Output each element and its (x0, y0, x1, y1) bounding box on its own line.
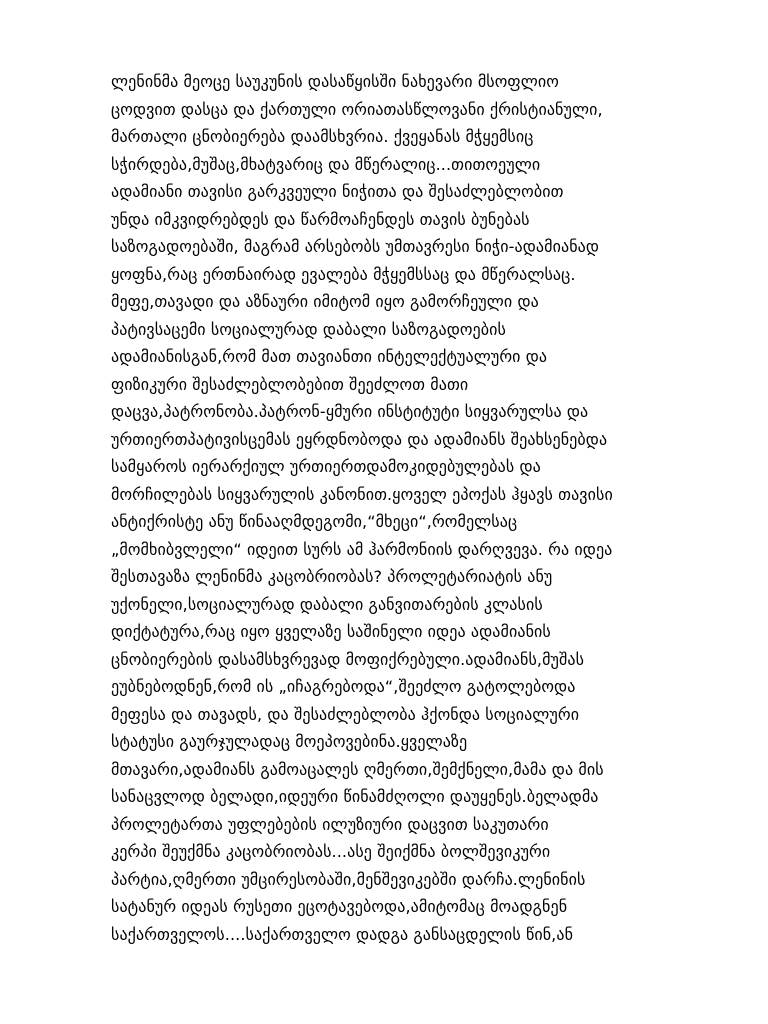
text-line: სანაცვლოდ ბელადი,იდეური წინამძღოლი დაუყენეს.ბელადმა (111, 787, 599, 806)
text-line: მეფესა და თავადს, და შესაძლებლობა ჰქონდა სოციალური (111, 704, 580, 724)
text-line: ყოფნა,რაც ერთნაირად ევალება მჭყემსსაც და მწერალსაც. (111, 264, 576, 284)
text-line: მორჩილებას სიყვარულის კანონით.ყოველ ეპოქას ჰყავს თავისი (111, 484, 613, 504)
text-line: სტატუსი გაურჯულადაც მოეპოვებინა.ყველაზე (111, 732, 468, 751)
text-line: ურთიერთპატივისცემას ეყრდნობოდა და ადამიანს შეახსენებდა (111, 429, 608, 449)
text-line: ადამიანი თავისი გარკვეული ნიჭითა და შესაძლებლობით (111, 182, 564, 201)
text-line: პატივსაცემი სოციალურად დაბალი საზოგადოების (111, 319, 507, 339)
text-line: შესთავაზა ლენინმა კაცობრიობას? პროლეტარიატის ანუ (111, 567, 553, 586)
text-line: საქართველოს....საქართველო დადგა განსაცდელის წინ,ან (111, 924, 574, 944)
text-line: ცნობიერების დასამსხვრევად მოფიქრებული.ადამიანს,მუშას (111, 649, 585, 669)
text-line: სამყაროს იერარქიულ ურთიერთდამოკიდებულებას და (111, 457, 541, 476)
body-text (111, 68, 751, 948)
text-line: პროლეტართა უფლებების ილუზიური დაცვით საკუთარი (111, 814, 549, 834)
text-line: ლენინმა მეოცე საუკუნის დასაწყისში ნახევარი მსოფლიო (111, 72, 559, 91)
text-line: მეფე,თავადი და აზნაური იმიტომ იყო გამორჩეული და (111, 292, 539, 311)
text-line: კერპი შეუქმნა კაცობრიობას...ასე შეიქმნა ბოლშევიკური (111, 842, 551, 861)
text-line: საზოგადოებაში, მაგრამ არსებობს უმთავრესი ნიჭი-ადამიანად (111, 237, 600, 256)
text-line: ეუბნებოდნენ,რომ ის „იჩაგრებოდა“,შეეძლო გატოლებოდა (111, 677, 576, 696)
text-line: დიქტატურა,რაც იყო ყველაზე საშინელი იდეა ადამიანის (111, 622, 551, 641)
text-line: დაცვა,პატრონობა.პატრონ-ყმური ინსტიტუტი სიყვარულსა და (111, 402, 589, 421)
text-line: ანტიქრისტე ანუ წინააღმდეგომი,“მხეცი“,რომელსაც (111, 512, 518, 531)
text-line: უნდა იმკვიდრებდეს და წარმოაჩენდეს თავის ბუნებას (111, 209, 530, 229)
text-line: უქონელი,სოციალურად დაბალი განვითარების კლასის (111, 594, 543, 614)
text-line: „მომხიბვლელი“ იდეით სურს ამ ჰარმონიის დარღვევა. რა იდეა (111, 539, 613, 559)
text-line: ცოდვით დასცა და ქართული ორიათასწლოვანი ქრისტიანული, (111, 99, 603, 119)
text-line: პარტია,ღმერთი უმცირესობაში,მენშევიკებში დარჩა.ლენინის (111, 869, 586, 889)
text-line: მართალი ცნობიერება დაამსხვრია. ქვეყანას მჭყემსიც (111, 127, 534, 146)
text-line: ფიზიკური შესაძლებლობებით შეეძლოთ მათი (111, 374, 469, 394)
text-line: სჭირდება,მუშაც,მხატვარიც და მწერალიც...თითოეული (111, 154, 541, 174)
text-line: ადამიანისგან,რომ მათ თავიანთი ინტელექტუალური და (111, 347, 548, 366)
text-line: სატანურ იდეას რუსეთი ეცოტავებოდა,ამიტომაც მოადგნენ (111, 897, 568, 916)
text-line: მთავარი,ადამიანს გამოაცალეს ღმერთი,შემქნელი,მამა და მის (111, 759, 604, 779)
